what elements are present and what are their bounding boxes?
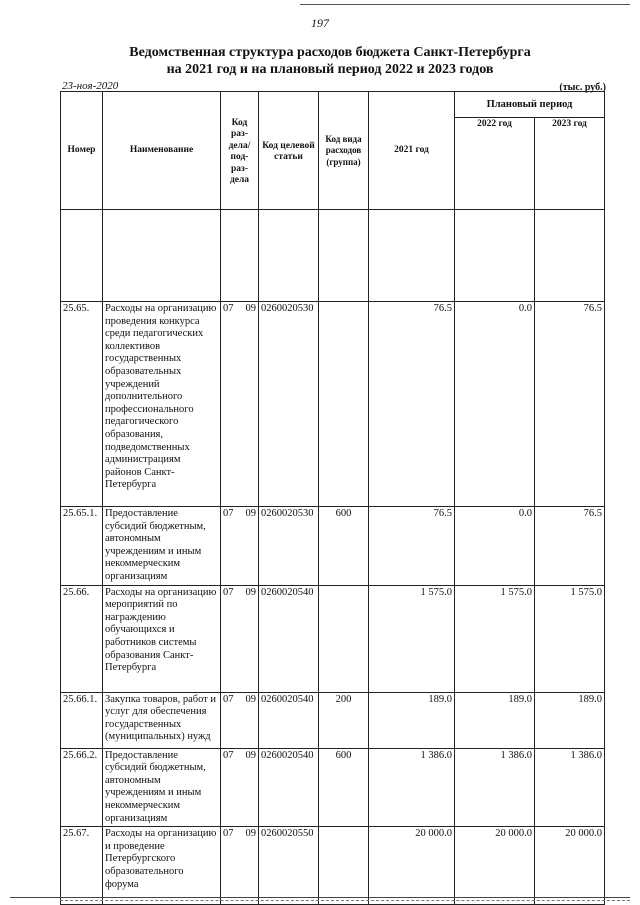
page-number: 197 bbox=[311, 16, 329, 30]
header-target: Код целевой статьи bbox=[259, 92, 319, 210]
row-subsection-code: 09 bbox=[245, 586, 256, 598]
document-title bbox=[40, 44, 620, 78]
row-section bbox=[221, 748, 259, 827]
header-spacer-cell bbox=[535, 210, 605, 302]
row-number: 25.67. bbox=[61, 827, 103, 905]
top-rule bbox=[300, 4, 630, 5]
row-2022: 1 386.0 bbox=[455, 748, 535, 827]
row-section bbox=[221, 827, 259, 905]
row-name: Закупка товаров, работ и услуг для обеспечения государственных (муниципальных) нужд bbox=[103, 692, 221, 748]
header-number: Номер bbox=[61, 92, 103, 210]
row-number: 25.65.1. bbox=[61, 507, 103, 586]
row-target-code: 0260020540 bbox=[259, 692, 319, 748]
row-name: Расходы на организацию проведения конкурса среди педагогических коллективов государственных образовательных учреждений дополнительного профессионального педагогического образования, подведомственных администрациям районов Санкт-Петербурга bbox=[103, 302, 221, 507]
row-number: 25.66. bbox=[61, 585, 103, 692]
row-2022: 0.0 bbox=[455, 302, 535, 507]
row-section-code: 07 bbox=[223, 693, 234, 705]
row-kvr: 600 bbox=[319, 507, 369, 586]
header-spacer-cell bbox=[455, 210, 535, 302]
row-section-code: 07 bbox=[223, 508, 234, 519]
row-section-code: 07 bbox=[223, 586, 234, 598]
header-spacer-cell bbox=[259, 210, 319, 302]
row-2021: 20 000.0 bbox=[369, 827, 455, 905]
bottom-rule bbox=[10, 897, 630, 898]
row-subsection-code: 09 bbox=[245, 828, 256, 840]
budget-table bbox=[60, 91, 605, 905]
header-2023: 2023 год bbox=[535, 118, 605, 210]
row-name: Предоставление субсидий бюджетным, автономным учреждениям и иным некоммерческим организациям bbox=[103, 507, 221, 586]
row-target-code: 0260020550 bbox=[259, 827, 319, 905]
header-name: Наименование bbox=[103, 92, 221, 210]
row-name: Предоставление субсидий бюджетным, автономным учреждениям и иным некоммерческим организациям bbox=[103, 748, 221, 827]
table-row bbox=[61, 507, 605, 586]
header-spacer-cell bbox=[369, 210, 455, 302]
row-2021: 76.5 bbox=[369, 507, 455, 586]
row-kvr: 600 bbox=[319, 748, 369, 827]
table-header bbox=[61, 92, 605, 302]
table-row bbox=[61, 302, 605, 507]
row-subsection-code: 09 bbox=[245, 303, 256, 314]
row-section bbox=[221, 302, 259, 507]
document-date: 23-ноя-2020 bbox=[62, 80, 119, 92]
row-section bbox=[221, 585, 259, 692]
table-body bbox=[61, 302, 605, 905]
row-2022: 20 000.0 bbox=[455, 827, 535, 905]
bottom-rule-dashed bbox=[60, 900, 630, 901]
row-subsection-code: 09 bbox=[245, 693, 256, 705]
row-kvr bbox=[319, 585, 369, 692]
row-2022: 1 575.0 bbox=[455, 585, 535, 692]
header-spacer-cell bbox=[221, 210, 259, 302]
row-kvr bbox=[319, 302, 369, 507]
row-2021: 1 386.0 bbox=[369, 748, 455, 827]
row-section-code: 07 bbox=[223, 828, 234, 840]
row-target-code: 0260020540 bbox=[259, 748, 319, 827]
row-target-code: 0260020530 bbox=[259, 302, 319, 507]
row-2023: 20 000.0 bbox=[535, 827, 605, 905]
header-section: Код раз- дела/ под- раз- дела bbox=[221, 92, 259, 210]
row-section bbox=[221, 507, 259, 586]
header-spacer-cell bbox=[319, 210, 369, 302]
row-section-code: 07 bbox=[223, 749, 234, 761]
row-2022: 0.0 bbox=[455, 507, 535, 586]
row-2023: 76.5 bbox=[535, 302, 605, 507]
row-target-code: 0260020530 bbox=[259, 507, 319, 586]
row-name: Расходы на организацию мероприятий по награждению обучающихся и работников системы образования Санкт-Петербурга bbox=[103, 585, 221, 692]
header-kvr: Код вида расходов (группа) bbox=[319, 92, 369, 210]
table-row bbox=[61, 585, 605, 692]
row-2021: 1 575.0 bbox=[369, 585, 455, 692]
row-subsection-code: 09 bbox=[245, 508, 256, 519]
row-2021: 189.0 bbox=[369, 692, 455, 748]
row-subsection-code: 09 bbox=[245, 749, 256, 761]
header-2022: 2022 год bbox=[455, 118, 535, 210]
row-kvr bbox=[319, 827, 369, 905]
row-section-code: 07 bbox=[223, 303, 234, 314]
header-spacer-cell bbox=[103, 210, 221, 302]
title-line-1: Ведомственная структура расходов бюджета Санкт-Петербурга bbox=[129, 45, 531, 60]
row-2021: 76.5 bbox=[369, 302, 455, 507]
table-row bbox=[61, 692, 605, 748]
title-line-2: на 2021 год и на плановый период 2022 и 2023 годов bbox=[166, 62, 494, 77]
units-label: (тыс. руб.) bbox=[559, 82, 606, 93]
row-number: 25.65. bbox=[61, 302, 103, 507]
row-2023: 189.0 bbox=[535, 692, 605, 748]
row-target-code: 0260020540 bbox=[259, 585, 319, 692]
header-planned-period: Плановый период bbox=[455, 92, 605, 118]
row-name: Расходы на организацию и проведение Петербургского образовательного форума bbox=[103, 827, 221, 905]
row-2023: 1 575.0 bbox=[535, 585, 605, 692]
row-number: 25.66.2. bbox=[61, 748, 103, 827]
row-2022: 189.0 bbox=[455, 692, 535, 748]
header-spacer-cell bbox=[61, 210, 103, 302]
row-kvr: 200 bbox=[319, 692, 369, 748]
row-number: 25.66.1. bbox=[61, 692, 103, 748]
row-section bbox=[221, 692, 259, 748]
row-2023: 1 386.0 bbox=[535, 748, 605, 827]
table-row bbox=[61, 827, 605, 905]
row-2023: 76.5 bbox=[535, 507, 605, 586]
table-row bbox=[61, 748, 605, 827]
header-2021: 2021 год bbox=[369, 92, 455, 210]
